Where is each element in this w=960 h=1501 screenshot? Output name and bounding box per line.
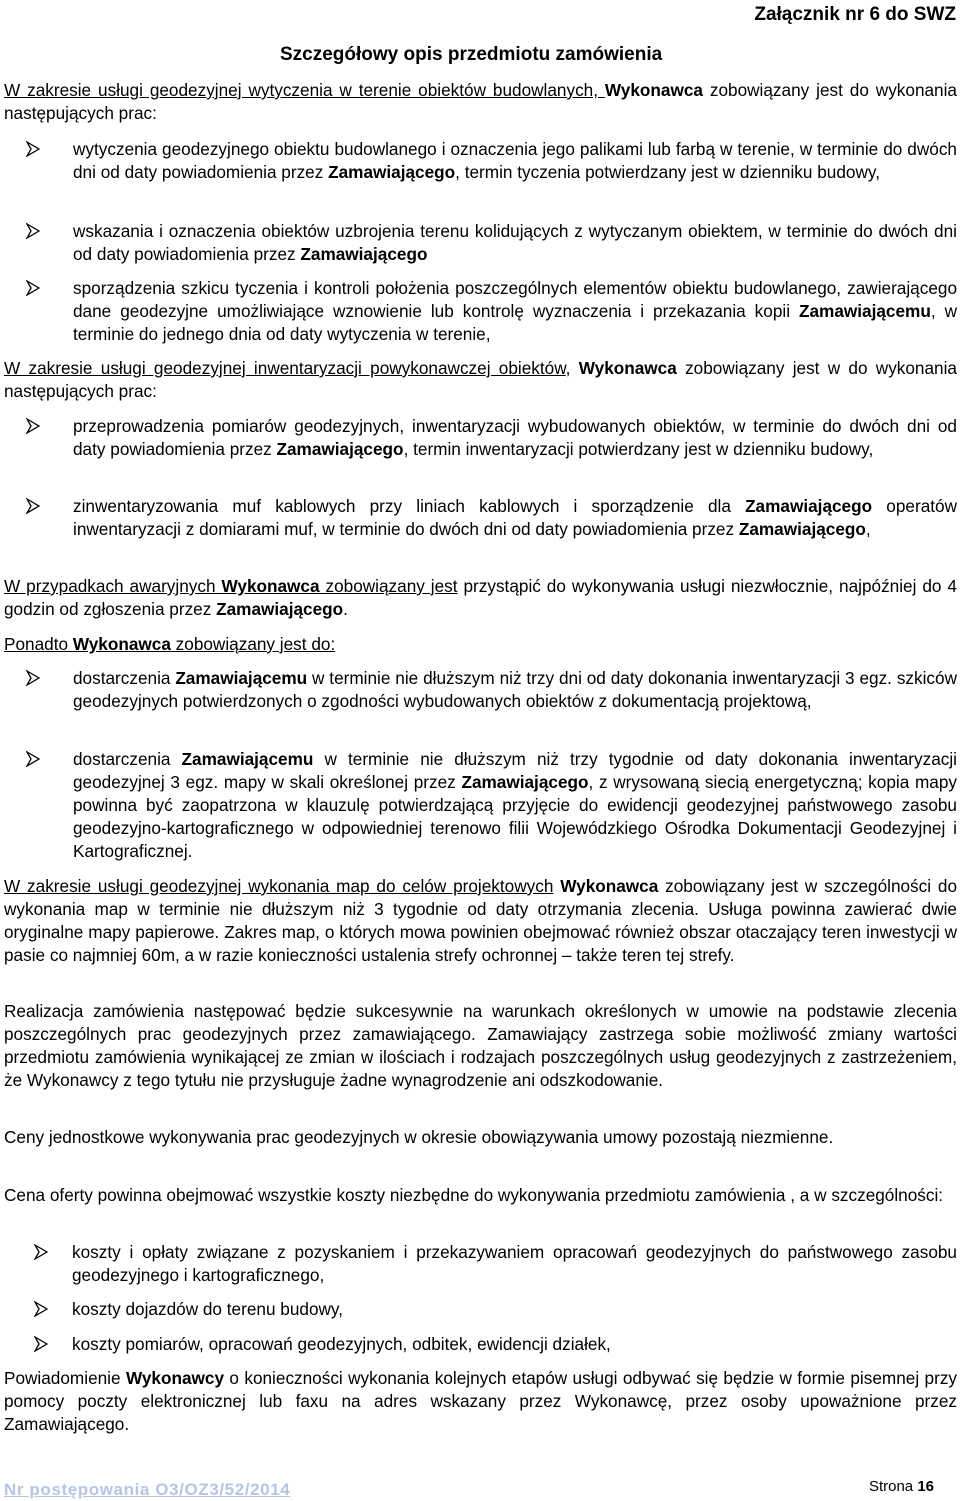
paragraph-emergency: W przypadkach awaryjnych Wykonawca zobowiązany jest przystąpić do wykonywania usługi niezwłocznie, najpóźniej do 4 godzin od zgłoszenia przez Zamawiającego.: [4, 576, 957, 619]
arrowhead-bullet-icon: [26, 280, 40, 296]
arrowhead-bullet-icon: [26, 670, 40, 686]
paragraph-staking-out: W zakresie usługi geodezyjnej wytyczenia w terenie obiektów budowlanych, Wykonawca zobowiązany jest do wykonania następujących prac:: [4, 80, 957, 123]
list-item: dostarczenia Zamawiającemu w terminie nie dłuższym niż trzy tygodnie od daty dokonania inwentaryzacji geodezyjnej 3 egz. mapy w skali określonej przez Zamawiającego, z wrysowaną siecią energetyczną; kopia mapy powinna być zaopatrzona w klauzulę potwierdzającą przyjęcie do ewidencji geodezyjnej państwowego zasobu geodezyjno-kartograficznego w odpowiedniej terenowo filii Wojewódzkiego Ośrodka Dokumentacji Geodezyjnej i Kartograficznej.: [73, 748, 957, 863]
paragraph-unit-prices: Ceny jednostkowe wykonywania prac geodezyjnych w okresie obowiązywania umowy pozostają niezmienne.: [4, 1127, 834, 1147]
list-item: zinwentaryzowania muf kablowych przy liniach kablowych i sporządzenie dla Zamawiającego operatów inwentaryzacji z domiarami muf, w terminie do dwóch dni od daty powiadomienia przez Zamawiającego,: [73, 495, 957, 541]
list-item: wytyczenia geodezyjnego obiektu budowlanego i oznaczenia jego palikami lub farbą w terenie, w terminie do dwóch dni od daty powiadomienia przez Zamawiającego, termin tyczenia potwierdzany jest w dzienniku budowy,: [73, 138, 957, 184]
paragraph-design-maps: W zakresie usługi geodezyjnej wykonania map do celów projektowych Wykonawca zobowiązany jest w szczególności do wykonania map w terminie nie dłuższym niż 3 tygodnie od daty otrzymania zlecenia. Usługa powinna zawierać dwie oryginalne mapy papierowe. Zakres map, o których mowa powinien obejmować również obszar otaczający teren inwestycji w pasie co najmniej 60m, a w razie konieczności ustalenia strefy ochronnej – także teren tej strefy.: [4, 876, 957, 965]
arrowhead-bullet-icon: [34, 1244, 48, 1260]
list-item: sporządzenia szkicu tyczenia i kontroli położenia poszczególnych elementów obiektu budowlanego, zawierającego dane geodezyjne umożliwiające wznowienie lub kontrolę wyznaczenia i przekazania kopii Zamawiającemu, w terminie do jednego dnia od daty wytyczenia w terenie,: [73, 277, 957, 346]
page-title: Szczegółowy opis przedmiotu zamówienia: [280, 44, 663, 65]
list-item: koszty pomiarów, opracowań geodezyjnych, odbitek, ewidencji działek,: [72, 1333, 957, 1356]
arrowhead-bullet-icon: [34, 1301, 48, 1317]
paragraph-offer-price: Cena oferty powinna obejmować wszystkie koszty niezbędne do wykonywania przedmiotu zamówienia , a w szczególności:: [4, 1185, 944, 1205]
paragraph-realization: Realizacja zamówienia następować będzie sukcesywnie na warunkach określonych w umowie na podstawie zlecenia poszczególnych prac geodezyjnych przez zamawiającego. Zamawiający zastrzega sobie możliwość zmiany wartości przedmiotu zamówienia wynikającej ze zmian w ilościach i rodzajach poszczególnych usług geodezyjnych z zastrzeżeniem, że Wykonawcy z tego tytułu nie przysługuje żadne wynagrodzenie ani odszkodowanie.: [4, 1001, 957, 1090]
list-item: dostarczenia Zamawiającemu w terminie nie dłuższym niż trzy dni od daty dokonania inwentaryzacji 3 egz. szkiców geodezyjnych potwierdzonych o zgodności wybudowanych obiektów z dokumentacją projektową,: [73, 667, 957, 713]
arrowhead-bullet-icon: [26, 223, 40, 239]
arrowhead-bullet-icon: [26, 751, 40, 767]
paragraph-as-built-inventory: W zakresie usługi geodezyjnej inwentaryzacji powykonawczej obiektów, Wykonawca zobowiązany jest w do wykonania następujących prac:: [4, 358, 957, 401]
paragraph-additionally: Ponadto Wykonawca zobowiązany jest do:: [4, 634, 336, 654]
procedure-number: Nr postępowania O3/OZ3/52/2014: [4, 1480, 291, 1499]
page-number: Strona 16: [868, 1478, 934, 1495]
arrowhead-bullet-icon: [26, 418, 40, 434]
arrowhead-bullet-icon: [26, 498, 40, 514]
list-item: przeprowadzenia pomiarów geodezyjnych, inwentaryzacji wybudowanych obiektów, w terminie do dwóch dni od daty powiadomienia przez Zamawiającego, termin inwentaryzacji potwierdzany jest w dzienniku budowy,: [73, 415, 957, 461]
list-item: koszty i opłaty związane z pozyskaniem i przekazywaniem opracowań geodezyjnych do państwowego zasobu geodezyjnego i kartograficznego,: [72, 1241, 957, 1287]
list-item: koszty dojazdów do terenu budowy,: [72, 1298, 957, 1321]
annex-label: Załącznik nr 6 do SWZ: [754, 4, 956, 25]
arrowhead-bullet-icon: [34, 1336, 48, 1352]
arrowhead-bullet-icon: [26, 141, 40, 157]
list-item: wskazania i oznaczenia obiektów uzbrojenia terenu kolidujących z wytyczanym obiektem, w terminie do dwóch dni od daty powiadomienia przez Zamawiającego: [73, 220, 957, 266]
paragraph-notification: Powiadomienie Wykonawcy o konieczności wykonania kolejnych etapów usługi odbywać się będzie w formie pisemnej przy pomocy poczty elektronicznej lub faxu na adres wskazany przez Wykonawcę, przez osoby upoważnione przez Zamawiającego.: [4, 1368, 958, 1434]
